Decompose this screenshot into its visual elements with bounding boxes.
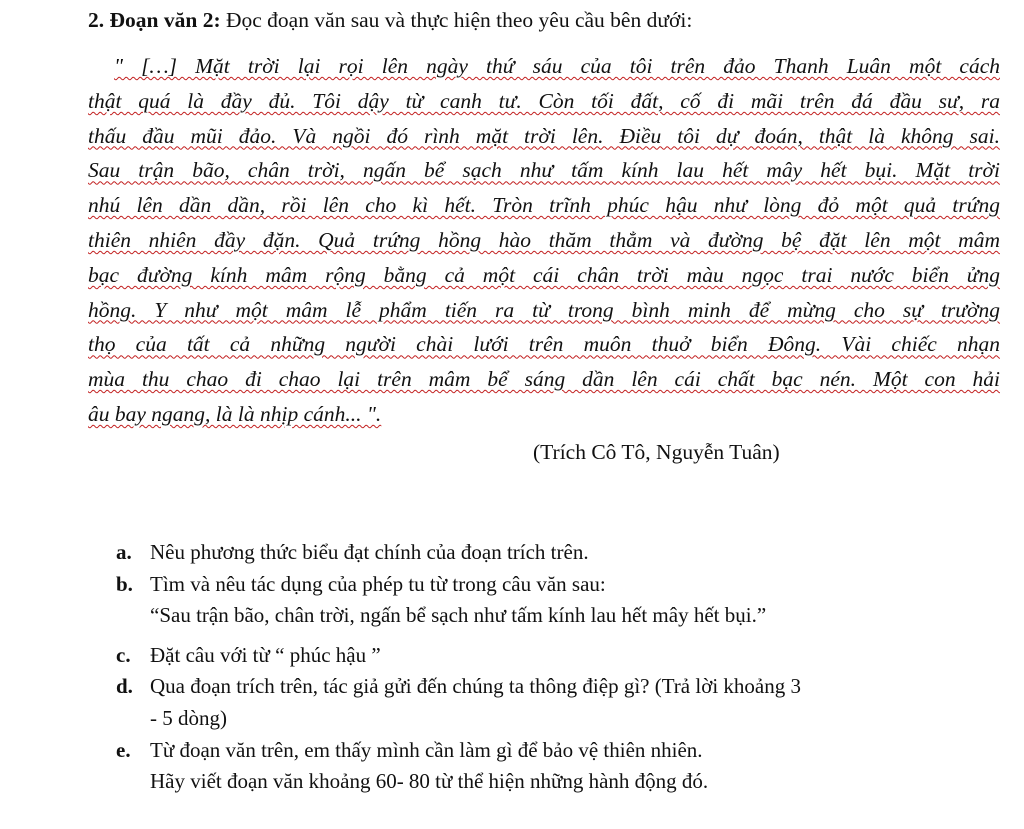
question-letter: e.: [116, 737, 131, 762]
question-letter: c.: [116, 642, 131, 667]
question-e: [116, 735, 1016, 798]
question-letter: d.: [116, 674, 133, 699]
question-text-continued: - 5 dòng): [150, 705, 227, 730]
question-text: Tìm và nêu tác dụng của phép tu từ trong câu văn sau:: [150, 571, 606, 596]
passage-line: " […] Mặt trời lại rọi lên ngày thứ sáu của tôi trên đảo Thanh Luân một cách: [114, 54, 1000, 78]
passage-line: thật quá là đầy đủ. Tôi dậy từ canh tư. Còn tối đất, cố đi mãi trên đá đầu sư, ra: [88, 88, 1000, 113]
question-letter: a.: [116, 540, 132, 564]
question-list: [116, 537, 1016, 798]
passage-line: Sau trận bão, chân trời, ngấn bể sạch như tấm kính lau hết mây hết bụi. Mặt trời: [88, 158, 1000, 183]
question-text: Nêu phương thức biểu đạt chính của đoạn trích trên.: [150, 540, 589, 564]
question-text: Từ đoạn văn trên, em thấy mình cần làm gì để bảo vệ thiên nhiên.: [150, 737, 703, 762]
passage-line: mùa thu chao đi chao lại trên mâm bể sáng dần lên cái chất bạc nén. Một con hải: [88, 367, 1000, 392]
question-quote: “Sau trận bão, chân trời, ngấn bể sạch như tấm kính lau hết mây hết bụi.”: [150, 603, 767, 628]
question-text: Qua đoạn trích trên, tác giả gửi đến chúng ta thông điệp gì? (Trả lời khoảng 3: [150, 674, 801, 699]
section-number: 2. Đoạn văn 2:: [88, 8, 221, 32]
question-b: [116, 569, 1016, 632]
question-text: Đặt câu với từ “ phúc hậu ”: [150, 642, 381, 667]
section-instruction: Đọc đoạn văn sau và thực hiện theo yêu cầu bên dưới:: [225, 8, 693, 32]
passage-line: thấu đầu mũi đảo. Và ngồi đó rình mặt trời lên. Điều tôi dự đoán, thật là không sai.: [88, 123, 1000, 148]
passage-line: hồng. Y như một mâm lễ phẩm tiến ra từ trong bình minh để mừng cho sự trường: [88, 297, 1000, 322]
passage-line: thiên nhiên đầy đặn. Quả trứng hồng hào thăm thẳm và đường bệ đặt lên một mâm: [88, 227, 1000, 252]
question-d: [116, 671, 1016, 734]
passage-line: âu bay ngang, là là nhịp cánh... ".: [88, 401, 382, 426]
section-heading: [88, 6, 692, 34]
passage-source: (Trích Cô Tô, Nguyễn Tuân): [533, 440, 780, 464]
passage-line: thọ của tất cả những người chài lưới trên muôn thuở biển Đông. Vài chiếc nhạn: [88, 332, 1000, 357]
passage-line: nhú lên dần dần, rồi lên cho kì hết. Tròn trĩnh phúc hậu như lòng đỏ một quả trứng: [88, 193, 1000, 218]
question-c: [116, 640, 1016, 672]
question-letter: b.: [116, 571, 133, 596]
passage-line: bạc đường kính mâm rộng bằng cả một cái chân trời màu ngọc trai nước biển ửng: [88, 262, 1000, 287]
question-a: [116, 537, 1016, 569]
question-text-continued: Hãy viết đoạn văn khoảng 60- 80 từ thể hiện những hành động đó.: [150, 769, 709, 794]
quoted-passage: [88, 49, 1000, 432]
